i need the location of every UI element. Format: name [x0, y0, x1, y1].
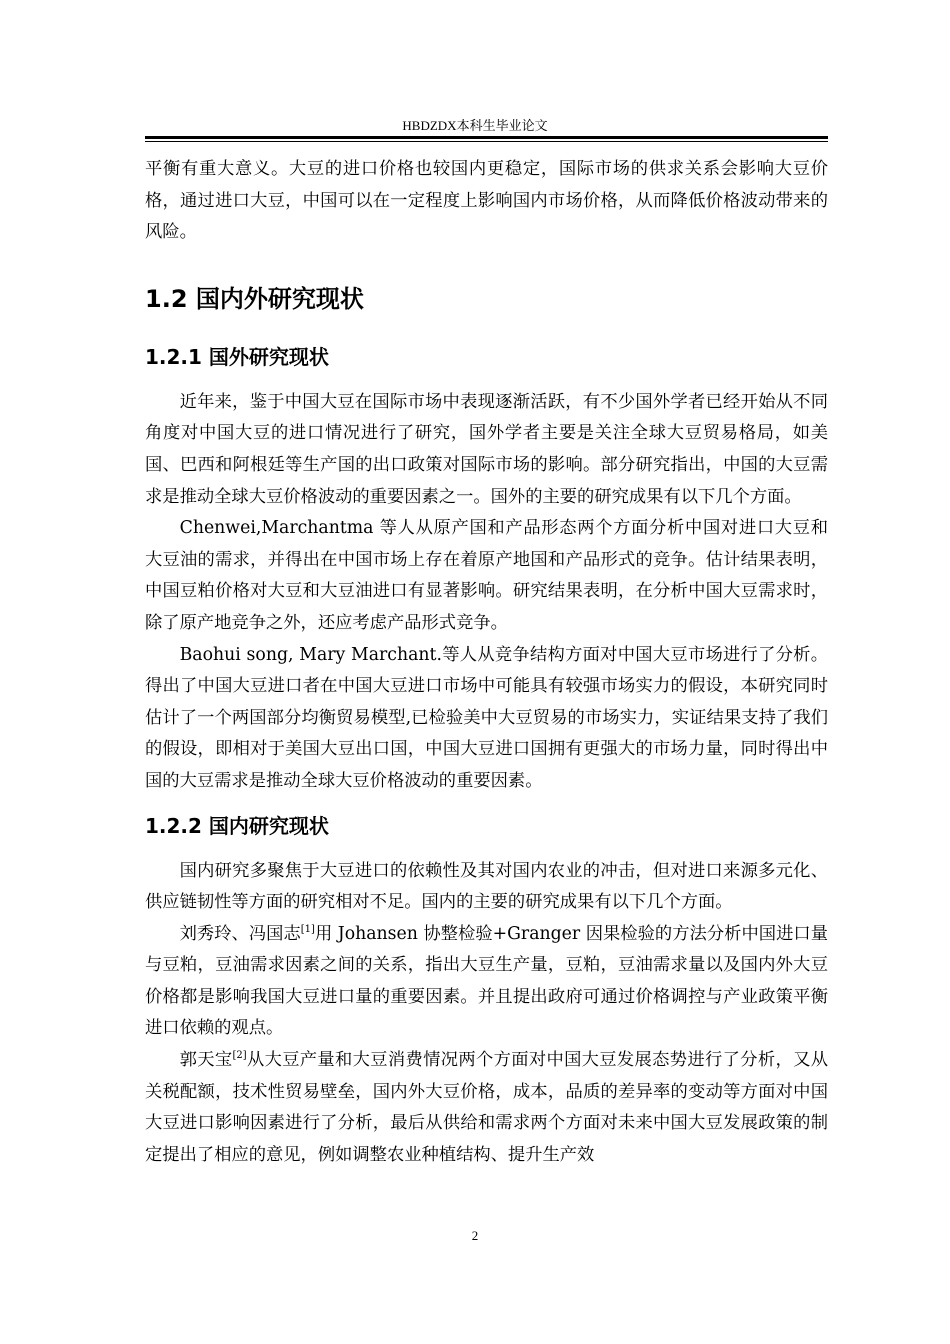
page-body — [145, 154, 828, 1171]
subsection-heading-1-2-1 — [145, 343, 828, 371]
body-paragraph: Chenwei,Marchantma 等人从原产国和产品形态两个方面分析中国对进口大豆和大豆油的需求，并得出在中国市场上存在着原产地国和产品形式的竞争。估计结果表明，中国豆粕价格对大豆和大豆油进口有显著影响。研究结果表明，在分析中国大豆需求时，除了原产地竞争之外，还应考虑产品形式竞争。 — [145, 518, 828, 633]
page-number: 2 — [471, 1228, 479, 1243]
header-rule-thin — [145, 141, 828, 142]
section-heading-1-2 — [145, 283, 828, 315]
body-paragraph: 国内研究多聚焦于大豆进口的依赖性及其对国内农业的冲击，但对进口来源多元化、供应链韧性等方面的研究相对不足。国内的主要的研究成果有以下几个方面。 — [145, 860, 828, 913]
subsection-number: 1.2.1 — [145, 344, 202, 369]
running-header: HBDZDX本科生毕业论文 — [402, 118, 548, 133]
cited-authors: 刘秀玲、冯国志 — [179, 923, 301, 944]
subsection-title: 国外研究现状 — [208, 344, 329, 369]
cited-authors: 郭天宝 — [179, 1050, 233, 1071]
header-rule-thick — [145, 136, 828, 139]
paragraph-text: 用 Johansen 协整检验+Granger 因果检验的方法分析中国进口量与豆粕，豆油需求因素之间的关系，指出大豆生产量，豆粕，豆油需求量以及国内外大豆价格都是影响我国大豆进口量的重要因素。并且提出政府可通过价格调控与产业政策平衡进口依赖的观点。 — [145, 923, 828, 1039]
section-number: 1.2 — [145, 284, 188, 313]
body-paragraph: Baohui song, Mary Marchant.等人从竞争结构方面对中国大豆市场进行了分析。得出了中国大豆进口者在中国大豆进口市场中可能具有较强市场实力的假设，本研究同时估计了一个两国部分均衡贸易模型,已检验美中大豆贸易的市场实力，实证结果支持了我们的假设，即相对于美国大豆出口国，中国大豆进口国拥有更强大的市场力量，同时得出中国的大豆需求是推动全球大豆价格波动的重要因素。 — [145, 644, 828, 791]
paragraph-text: 从大豆产量和大豆消费情况两个方面对中国大豆发展态势进行了分析，又从关税配额，技术性贸易壁垒，国内外大豆价格，成本，品质的差异率的变动等方面对中国大豆进口影响因素进行了分析，最后从供给和需求两个方面对未来中国大豆发展政策的制定提出了相应的意见，例如调整农业种植结构、提升生产效 — [145, 1050, 828, 1165]
subsection-number: 1.2.2 — [145, 813, 202, 838]
body-paragraph-cited — [145, 1045, 828, 1171]
citation-ref: [2] — [232, 1050, 247, 1062]
section-title: 国内外研究现状 — [195, 284, 364, 313]
body-paragraph: 近年来，鉴于中国大豆在国际市场中表现逐渐活跃，有不少国外学者已经开始从不同角度对中国大豆的进口情况进行了研究，国外学者主要是关注全球大豆贸易格局，如美国、巴西和阿根廷等生产国的出口政策对国际市场的影响。部分研究指出，中国的大豆需求是推动全球大豆价格波动的重要因素之一。国外的主要的研究成果有以下几个方面。 — [145, 391, 828, 507]
citation-ref: [1] — [300, 923, 315, 935]
subsection-title: 国内研究现状 — [208, 813, 329, 838]
body-paragraph-cited — [145, 919, 828, 1045]
continued-paragraph: 平衡有重大意义。大豆的进口价格也较国内更稳定，国际市场的供求关系会影响大豆价格，通过进口大豆，中国可以在一定程度上影响国内市场价格，从而降低价格波动带来的风险。 — [145, 159, 828, 243]
subsection-heading-1-2-2 — [145, 812, 828, 840]
